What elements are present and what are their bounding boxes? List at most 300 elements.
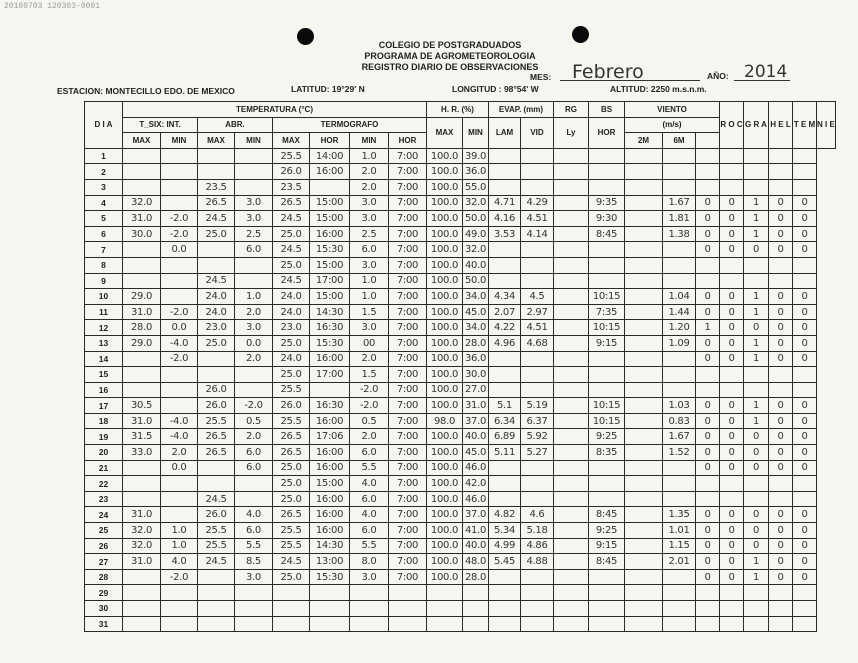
gra-cell: 1: [744, 554, 769, 570]
termo-min-cell: 3.0: [350, 257, 389, 273]
abr-max-cell: 24.0: [198, 304, 235, 320]
evap-lam-cell: [489, 164, 521, 180]
evap-vid-cell: [521, 569, 554, 585]
wind-6m-cell: [663, 148, 696, 164]
gra-cell: 0: [744, 460, 769, 476]
tsix-max-cell: 31.0: [123, 413, 161, 429]
tem-cell: [793, 585, 817, 601]
termo-max-cell: 25.0: [273, 367, 310, 383]
tem-cell: 0: [793, 304, 817, 320]
day-cell: 4: [85, 195, 123, 211]
day-cell: 11: [85, 304, 123, 320]
tsix-max-cell: 32.0: [123, 523, 161, 539]
roc-cell: 0: [720, 289, 744, 305]
day-cell: 15: [85, 367, 123, 383]
day-cell: 10: [85, 289, 123, 305]
abr-max-cell: 25.0: [198, 335, 235, 351]
termo-max-hor-cell: 15:00: [310, 195, 350, 211]
wind-6m-cell: 1.52: [663, 445, 696, 461]
day-cell: 31: [85, 616, 123, 632]
gra-cell: 0: [744, 320, 769, 336]
hr-max-cell: 100.0: [427, 398, 463, 414]
tem-cell: 0: [793, 460, 817, 476]
rg-ly-cell: [554, 179, 589, 195]
tem-cell: 0: [793, 226, 817, 242]
day-cell: 30: [85, 601, 123, 617]
termo-max-hor-cell: [310, 616, 350, 632]
bs-hor-cell: [589, 148, 625, 164]
wind-6m-cell: [663, 242, 696, 258]
day-cell: 28: [85, 569, 123, 585]
day-cell: 21: [85, 460, 123, 476]
tsix-min-cell: -2.0: [161, 211, 198, 227]
wind-extra-cell: [696, 179, 720, 195]
termo-max-hor-cell: 15:30: [310, 242, 350, 258]
evap-lam-cell: [489, 382, 521, 398]
evap-vid-cell: [521, 601, 554, 617]
termo-max-header: MAX: [273, 133, 310, 149]
bs-hor-cell: [589, 601, 625, 617]
abr-min-cell: 3.0: [235, 320, 273, 336]
gra-cell: 1: [744, 351, 769, 367]
termo-max-cell: 25.0: [273, 257, 310, 273]
evap-vid-cell: 4.29: [521, 195, 554, 211]
termo-max-cell: 25.5: [273, 523, 310, 539]
gra-cell: 0: [744, 429, 769, 445]
bs-hor-cell: [589, 382, 625, 398]
hel-cell: [769, 179, 793, 195]
termo-min-cell: 5.5: [350, 460, 389, 476]
hr-max-cell: 100.0: [427, 538, 463, 554]
tem-cell: 0: [793, 211, 817, 227]
hr-min-cell: 55.0: [463, 179, 489, 195]
hel-cell: [769, 273, 793, 289]
hr-max-cell: 100.0: [427, 320, 463, 336]
tsix-min-cell: [161, 289, 198, 305]
termo-min-cell: 6.0: [350, 242, 389, 258]
hr-min-cell: 36.0: [463, 164, 489, 180]
wind-2m-cell: [625, 445, 663, 461]
tsix-min-cell: [161, 179, 198, 195]
latitude-label: LATITUD: 19°29' N: [291, 84, 365, 94]
evap-lam-cell: 6.89: [489, 429, 521, 445]
bs-hor-cell: 8:45: [589, 507, 625, 523]
hel-cell: 0: [769, 538, 793, 554]
termo-min-cell: 3.0: [350, 211, 389, 227]
mes-underline: [560, 80, 700, 81]
hr-min-cell: 28.0: [463, 569, 489, 585]
tem-cell: 0: [793, 507, 817, 523]
hr-max-cell: 100.0: [427, 148, 463, 164]
day-cell: 8: [85, 257, 123, 273]
wind-6m-cell: [663, 351, 696, 367]
rg-ly-cell: [554, 429, 589, 445]
hel-cell: [769, 257, 793, 273]
hr-max-cell: [427, 601, 463, 617]
tem-cell: 0: [793, 289, 817, 305]
hr-min-cell: 37.0: [463, 507, 489, 523]
hr-min-cell: 40.0: [463, 429, 489, 445]
hr-min-header: MIN: [463, 117, 489, 148]
abr-max-cell: [198, 585, 235, 601]
wind-6m-cell: 1.38: [663, 226, 696, 242]
abr-min-cell: 3.0: [235, 211, 273, 227]
wind-6m-cell: [663, 585, 696, 601]
termo-max-cell: 24.5: [273, 554, 310, 570]
termo-max-cell: 24.0: [273, 304, 310, 320]
abr-max-cell: 26.0: [198, 382, 235, 398]
tsix-min-cell: [161, 195, 198, 211]
gra-cell: 1: [744, 398, 769, 414]
gra-cell: [744, 601, 769, 617]
termo-min-cell: 1.0: [350, 289, 389, 305]
wind-6m-cell: 1.67: [663, 195, 696, 211]
wind-6m-cell: 1.35: [663, 507, 696, 523]
tsix-min-cell: 4.0: [161, 554, 198, 570]
hel-cell: [769, 585, 793, 601]
hr-min-cell: 46.0: [463, 491, 489, 507]
evap-lam-cell: 6.34: [489, 413, 521, 429]
tsix-max-cell: 28.0: [123, 320, 161, 336]
wind-extra-cell: 0: [696, 569, 720, 585]
termo-min-cell: [350, 601, 389, 617]
termo-max-cell: 25.0: [273, 335, 310, 351]
evap-lam-cell: 4.16: [489, 211, 521, 227]
evap-lam-cell: 4.71: [489, 195, 521, 211]
termo-max-hor-cell: 16:30: [310, 320, 350, 336]
roc-cell: 0: [720, 523, 744, 539]
termo-max-cell: 23.5: [273, 179, 310, 195]
termo-max-cell: [273, 601, 310, 617]
day-cell: 3: [85, 179, 123, 195]
wind-6m-cell: [663, 491, 696, 507]
termo-max-hor-cell: 16:00: [310, 164, 350, 180]
abr-max-cell: [198, 242, 235, 258]
tem-cell: 0: [793, 335, 817, 351]
roc-cell: [720, 257, 744, 273]
day-cell: 19: [85, 429, 123, 445]
termo-max-cell: 26.5: [273, 195, 310, 211]
hr-max-cell: 100.0: [427, 382, 463, 398]
evap-lam-cell: [489, 616, 521, 632]
bs-hor-cell: 7:35: [589, 304, 625, 320]
termo-max-hor-cell: 15:00: [310, 476, 350, 492]
roc-cell: 0: [720, 554, 744, 570]
tem-cell: [793, 148, 817, 164]
termo-min-cell: 1.0: [350, 273, 389, 289]
table-row: [85, 164, 836, 180]
abr-max-cell: 23.0: [198, 320, 235, 336]
rg-ly-cell: [554, 601, 589, 617]
bs-hor-cell: [589, 242, 625, 258]
rg-ly-cell: [554, 585, 589, 601]
hr-max-cell: 100.0: [427, 569, 463, 585]
termografo-header: TERMOGRAFO: [273, 117, 427, 133]
table-row: [85, 382, 836, 398]
nie-header: N I E: [817, 102, 836, 149]
evap-vid-cell: 4.14: [521, 226, 554, 242]
wind-extra-cell: 0: [696, 507, 720, 523]
evap-vid-cell: [521, 148, 554, 164]
abr-min-cell: [235, 257, 273, 273]
roc-cell: 0: [720, 242, 744, 258]
rg-ly-cell: [554, 554, 589, 570]
hr-min-cell: 34.0: [463, 289, 489, 305]
abr-max-header: MAX: [198, 133, 235, 149]
termo-max-cell: 25.5: [273, 413, 310, 429]
wind-2m-header: 2M: [625, 133, 663, 149]
tem-cell: [793, 382, 817, 398]
wind-6m-cell: [663, 367, 696, 383]
evap-lam-cell: 4.22: [489, 320, 521, 336]
roc-cell: 0: [720, 226, 744, 242]
table-row: [85, 538, 836, 554]
roc-cell: [720, 179, 744, 195]
evap-vid-header: VID: [521, 117, 554, 148]
wind-2m-cell: [625, 616, 663, 632]
roc-cell: [720, 601, 744, 617]
tsix-max-cell: 31.0: [123, 304, 161, 320]
rg-ly-cell: [554, 304, 589, 320]
evap-vid-cell: 4.51: [521, 320, 554, 336]
roc-cell: 0: [720, 445, 744, 461]
tsix-min-cell: [161, 398, 198, 414]
rg-ly-cell: [554, 367, 589, 383]
wind-2m-cell: [625, 460, 663, 476]
tem-cell: [793, 273, 817, 289]
tsix-max-cell: 31.5: [123, 429, 161, 445]
tsix-min-cell: -2.0: [161, 569, 198, 585]
wind-extra-cell: [696, 585, 720, 601]
bs-hor-cell: [589, 164, 625, 180]
tsix-min-cell: 2.0: [161, 445, 198, 461]
hr-min-cell: 36.0: [463, 351, 489, 367]
table-row: [85, 304, 836, 320]
wind-6m-cell: 1.04: [663, 289, 696, 305]
hr-min-cell: 39.0: [463, 148, 489, 164]
termo-max-cell: 24.5: [273, 273, 310, 289]
rg-ly-cell: [554, 242, 589, 258]
table-row: [85, 351, 836, 367]
abr-max-cell: [198, 460, 235, 476]
termo-max-cell: 24.5: [273, 242, 310, 258]
termo-min-hor-cell: 7:00: [389, 242, 427, 258]
termo-min-hor-cell: 7:00: [389, 164, 427, 180]
wind-6m-cell: [663, 179, 696, 195]
evap-lam-cell: 3.53: [489, 226, 521, 242]
table-row: [85, 257, 836, 273]
hel-cell: 0: [769, 445, 793, 461]
hr-max-cell: 100.0: [427, 445, 463, 461]
roc-cell: [720, 164, 744, 180]
day-cell: 26: [85, 538, 123, 554]
termo-min-hor-cell: 7:00: [389, 476, 427, 492]
termo-min-hor-cell: 7:00: [389, 289, 427, 305]
termo-min-hor-cell: [389, 616, 427, 632]
tsix-min-header: MIN: [161, 133, 198, 149]
termo-max-hor-cell: 16:00: [310, 460, 350, 476]
termo-min-hor-cell: 7:00: [389, 148, 427, 164]
abr-min-cell: 3.0: [235, 569, 273, 585]
table-row: [85, 320, 836, 336]
termo-max-hor-cell: 16:00: [310, 491, 350, 507]
wind-6m-cell: 1.44: [663, 304, 696, 320]
hr-min-cell: [463, 616, 489, 632]
rg-ly-cell: [554, 476, 589, 492]
tsix-min-cell: [161, 273, 198, 289]
wind-2m-cell: [625, 195, 663, 211]
table-row: [85, 226, 836, 242]
wind-2m-cell: [625, 554, 663, 570]
hr-max-cell: 100.0: [427, 257, 463, 273]
hr-max-cell: 100.0: [427, 460, 463, 476]
evap-vid-cell: [521, 460, 554, 476]
bs-hor-cell: 9:15: [589, 538, 625, 554]
tsix-max-cell: [123, 273, 161, 289]
table-row: [85, 335, 836, 351]
evap-lam-cell: 4.96: [489, 335, 521, 351]
termo-max-cell: 25.5: [273, 538, 310, 554]
program-title: PROGRAMA DE AGROMETEOROLOGIA: [364, 51, 536, 61]
tem-cell: 0: [793, 538, 817, 554]
ano-value: 2014: [744, 62, 788, 82]
gra-cell: [744, 382, 769, 398]
table-row: [85, 367, 836, 383]
termo-min-hor-cell: 7:00: [389, 523, 427, 539]
tem-cell: [793, 367, 817, 383]
wind-2m-cell: [625, 179, 663, 195]
roc-cell: 0: [720, 211, 744, 227]
day-cell: 12: [85, 320, 123, 336]
termo-max-hor-cell: 17:06: [310, 429, 350, 445]
wind-2m-cell: [625, 304, 663, 320]
termo-min-cell: 1.0: [350, 148, 389, 164]
evap-vid-cell: [521, 616, 554, 632]
gra-cell: [744, 476, 769, 492]
hr-max-cell: 100.0: [427, 554, 463, 570]
tsix-max-cell: [123, 148, 161, 164]
mes-label: MES:: [530, 72, 552, 82]
abr-min-cell: 2.0: [235, 351, 273, 367]
abr-max-cell: [198, 601, 235, 617]
table-row: [85, 398, 836, 414]
hel-cell: [769, 476, 793, 492]
wind-6m-cell: [663, 476, 696, 492]
wind-2m-cell: [625, 335, 663, 351]
rg-ly-cell: [554, 413, 589, 429]
termo-min-hor-cell: 7:00: [389, 195, 427, 211]
wind-2m-cell: [625, 289, 663, 305]
tsix-max-cell: [123, 351, 161, 367]
wind-extra-cell: [696, 257, 720, 273]
hel-cell: 0: [769, 304, 793, 320]
roc-cell: [720, 616, 744, 632]
hr-max-cell: 100.0: [427, 289, 463, 305]
bs-hor-cell: 9:25: [589, 429, 625, 445]
evap-lam-cell: [489, 491, 521, 507]
wind-2m-cell: [625, 569, 663, 585]
hel-cell: 0: [769, 507, 793, 523]
termo-min-cell: -2.0: [350, 382, 389, 398]
evaporation-header: EVAP. (mm): [489, 102, 554, 118]
wind-2m-cell: [625, 242, 663, 258]
wind-extra-cell: 0: [696, 538, 720, 554]
wind-extra-cell: 0: [696, 211, 720, 227]
termo-max-cell: 26.0: [273, 398, 310, 414]
ly-header: Ly: [554, 117, 589, 148]
tsix-min-cell: [161, 507, 198, 523]
hr-min-cell: 42.0: [463, 476, 489, 492]
evap-vid-cell: 4.88: [521, 554, 554, 570]
roc-cell: [720, 382, 744, 398]
termo-min-hor-cell: 7:00: [389, 351, 427, 367]
table-row: [85, 195, 836, 211]
termo-max-hor-cell: 15:00: [310, 289, 350, 305]
evap-lam-header: LAM: [489, 117, 521, 148]
hr-max-cell: [427, 585, 463, 601]
hr-min-cell: 30.0: [463, 367, 489, 383]
tem-cell: 0: [793, 351, 817, 367]
termo-max-hor-cell: [310, 179, 350, 195]
termo-min-hor-cell: 7:00: [389, 304, 427, 320]
bs-hor-cell: [589, 476, 625, 492]
tsix-min-cell: [161, 148, 198, 164]
wind-header: VIENTO: [625, 102, 720, 118]
wind-extra-cell: [696, 491, 720, 507]
abr-min-cell: 2.0: [235, 304, 273, 320]
abr-min-cell: [235, 382, 273, 398]
termo-min-cell: 2.0: [350, 351, 389, 367]
hel-cell: 0: [769, 460, 793, 476]
rg-ly-cell: [554, 273, 589, 289]
rg-ly-cell: [554, 211, 589, 227]
hr-max-cell: [427, 616, 463, 632]
rg-ly-cell: [554, 460, 589, 476]
tsix-min-cell: 0.0: [161, 460, 198, 476]
termo-max-hor-cell: 16:00: [310, 351, 350, 367]
hel-cell: [769, 601, 793, 617]
tsix-max-cell: 31.0: [123, 507, 161, 523]
abr-min-cell: 1.0: [235, 289, 273, 305]
termo-max-hor-cell: 14:30: [310, 304, 350, 320]
termo-max-hor-cell: 16:00: [310, 523, 350, 539]
wind-extra-cell: 0: [696, 429, 720, 445]
tsix-min-cell: [161, 257, 198, 273]
hr-max-cell: 100.0: [427, 226, 463, 242]
hel-cell: 0: [769, 523, 793, 539]
gra-cell: [744, 367, 769, 383]
evap-lam-cell: [489, 273, 521, 289]
hr-min-cell: 41.0: [463, 523, 489, 539]
tem-cell: 0: [793, 429, 817, 445]
bs-hor-cell: 8:35: [589, 445, 625, 461]
abr-min-cell: 2.0: [235, 429, 273, 445]
abr-max-cell: 24.5: [198, 211, 235, 227]
table-row: [85, 429, 836, 445]
wind-6m-cell: 1.67: [663, 429, 696, 445]
table-row: [85, 413, 836, 429]
day-cell: 7: [85, 242, 123, 258]
rg-ly-cell: [554, 569, 589, 585]
rg-ly-cell: [554, 335, 589, 351]
abr-max-cell: [198, 476, 235, 492]
day-cell: 29: [85, 585, 123, 601]
gra-cell: 1: [744, 289, 769, 305]
termo-min-hor-cell: 7:00: [389, 398, 427, 414]
roc-cell: 0: [720, 335, 744, 351]
hr-max-cell: 100.0: [427, 179, 463, 195]
termo-min-hor-cell: 7:00: [389, 554, 427, 570]
